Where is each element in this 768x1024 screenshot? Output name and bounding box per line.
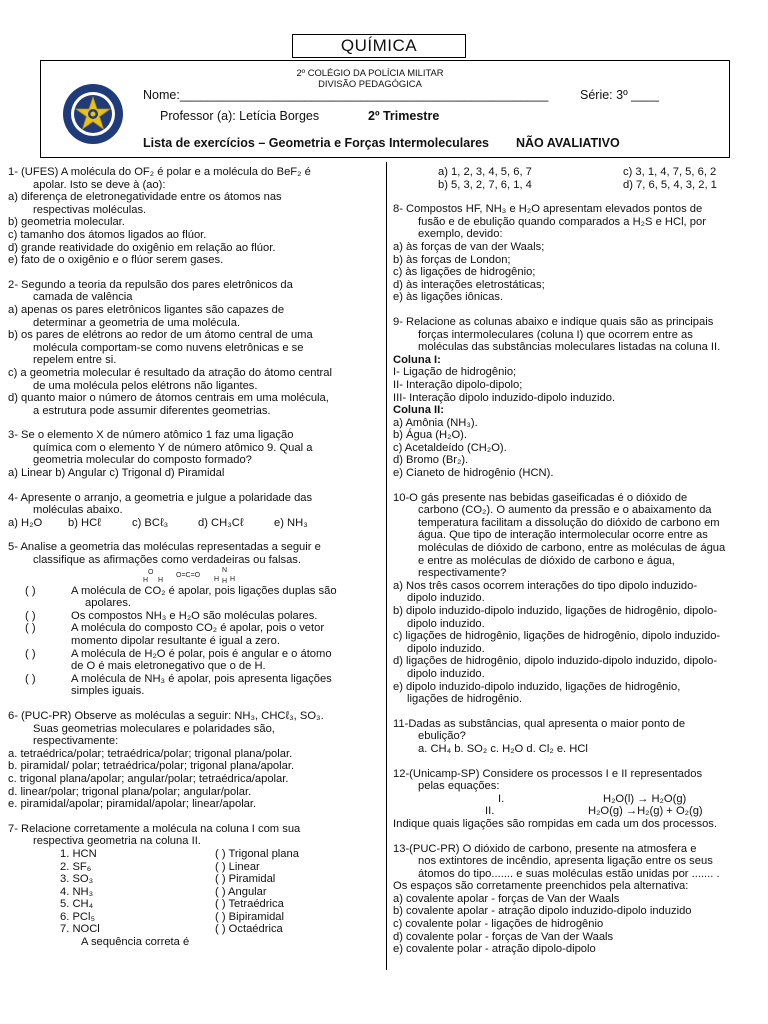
option-e: e) NH₃ [274,516,308,529]
school-name: 2º COLÉGIO DA POLÍCIA MILITAR DIVISÃO PEDAGÓGICA [296,67,444,89]
question-5: 5- Analise a geometria das moléculas representadas a seguir e classifique as afirmações como verdadeiras ou falsas. O H H O=C=O N H H H ( ) A molécula de CO₂ é apolar, pois ligações duplas são apolares. ( ) Os compostos NH₃ e H₂O são moléculas polares. ( ) A molécula do composto CO₂ é apolar, pois o vetor momento dipolar resultante é igual a zero. ( ) A molécula de H₂O é polar, pois é angular e o átomo de O é mais eletronegativo que o de H. ( ) A molécula de NH₃ é apolar, pois apresenta ligações simples iguais. [8,541,370,698]
equation-1: H₂O(l) → H₂O(g) [603,792,687,805]
matching-table: 1. HCN ( ) Trigonal plana 2. SF₆ ( ) Linear 3. SO₃ ( ) Piramidal 4. NH₃ ( ) Angular 5. CH₄ ( ) Tetraédrica 6. PCl₅ ( ) Bipiramidal 7. NOCl ( ) Octaédrica [60,847,299,936]
document-title: QUÍMICA [292,34,466,58]
question-11: 11-Dadas as substâncias, qual apresenta o maior ponto de ebulição? a. CH₄ b. SO₂ c. H₂O d. Cl₂ e. HCl [393,717,686,755]
right-column [393,166,763,968]
serie-field: Série: 3º ____ [580,88,659,102]
police-college-seal-icon [62,83,124,145]
question-2: 2- Segundo a teoria da repulsão dos pares eletrônicos da camada de valência a) apenas os pares eletrônicos ligantes são capazes de determinar a geometria de uma molécula. b) os pares de elétrons ao redor de um átomo central de uma molécula comportam-se como nuvens eletrônicas e se repelem entre si. c) a geometria molecular é resultado da atração do átomo central de uma molécula pelos elétrons não ligantes. d) quanto maior o número de átomos centrais em uma molécula, a estrutura pode assumir diferentes geometrias. [8,278,332,417]
equation-2: H₂O(g) →H₂(g) + O₂(g) [588,805,703,818]
question-8: 8- Compostos HF, NH₃ e H₂O apresentam elevados pontos de fusão e de ebulição quando comparados a H₂S e HCl, por exemplo, devido: a) às forças de van der Waals; b) às forças de London; c) às ligações de hidrogênio; d) às interações eletrostáticas; e) às ligações iônicas. [393,203,706,304]
option-b: b) HCℓ [68,516,101,529]
question-6: 6- (PUC-PR) Observe as moléculas a seguir: NH₃, CHCℓ₃, SO₃. Suas geometrias moleculares e polaridades são, respectivamente: a. tetraédrica/polar; tetraédrica/polar; trigonal plana/polar. b. piramidal/ polar; tetraédrica/polar; trigonal plana/apolar. c. trigonal plana/apolar; angular/polar; tetraédrica/apolar. d. linear/polar; trigonal plana/polar; angular/polar. e. piramidal/apolar; piramidal/apolar; linear/apolar. [8,709,324,811]
question-13: 13-(PUC-PR) O dióxido de carbono, presente na atmosfera e nos extintores de incêndio, apresenta ligação entre os seus átomos do tipo....... e suas moléculas estão unidas por ....... . Os espaços são corretamente preenchidos pela alternativa: a) covalente apolar - forças de Van der Waals b) covalente apolar - atração dipolo induzido-dipolo induzido c) covalente polar - ligações de hidrogênio d) covalente polar - forças de Van der Waals e) covalente polar - atração dipolo-dipolo [393,842,720,956]
question-7-options: a) 1, 2, 3, 4, 5, 6, 7 c) 3, 1, 4, 7, 5, 6, 2 b) 5, 3, 2, 7, 6, 1, 4 d) 7, 6, 5, 4, 3, 2, 1 [438,166,717,191]
molecule-structures: O H H O=C=O N H H H [143,566,236,585]
question-9: 9- Relacione as colunas abaixo e indique quais são as principais forças intermoleculares (coluna I) que ocorrem entre as moléculas das substâncias moleculares listadas na coluna II. Coluna I: I- Ligação de hidrogênio; II- Interação dipolo-dipolo; III- Interação dipolo induzido-dipolo induzido. Coluna II: a) Amônia (NH₃). b) Água (H₂O). c) Acetaldeído (CH₂O). d) Bromo (Br₂). e) Cianeto de hidrogênio (HCN). [393,315,721,480]
teacher-name: Professor (a): Letícia Borges [160,109,320,123]
term-label: 2º Trimestre [368,109,440,123]
option-a: a) H₂O [8,516,43,529]
question-4: 4- Apresente o arranjo, a geometria e julgue a polaridade das moléculas abaixo. a) H₂O b) HCℓ c) BCℓ₃ d) CH₃Cℓ e) NH₃ [8,491,313,529]
option-c: c) BCℓ₃ [132,516,169,529]
option-d: d) CH₃Cℓ [198,516,244,529]
non-graded-label: NÃO AVALIATIVO [516,136,620,150]
question-1: 1- (UFES) A molécula do OF₂ é polar e a molécula do BeF₂ é apolar. Isto se deve à (ao): a) diferença de eletronegatividade entre os átomos nas respectivas moléculas. b) geometria molecular. c) tamanho dos átomos ligados ao flúor. d) grande reatividade do oxigênio em relação ao flúor. e) fato de o oxigênio e o flúor serem gases. [8,166,311,267]
question-12: 12-(Unicamp-SP) Considere os processos I e II representados pelas equações: I. H₂O(l) → H₂O(g) II. H₂O(g) →H₂(g) + O₂(g) Indique quais ligações são rompidas em cada um dos processos. [393,767,717,830]
left-column [8,166,370,961]
question-7: 7- Relacione corretamente a molécula na coluna I com sua respectiva geometria na coluna II. 1. HCN ( ) Trigonal plana 2. SF₆ ( ) Linear 3. SO₃ ( ) Piramidal 4. NH₃ ( ) Angular 5. CH₄ ( ) Tetraédrica 6. PCl₅ ( ) Bipiramidal 7. NOCl ( ) Octaédrica A sequência correta é [8,823,370,949]
column-divider [386,162,387,970]
name-field: Nome:_____________________________________________________ [143,88,549,102]
question-10: 10-O gás presente nas bebidas gaseificadas é o dióxido de carbono (CO₂). O aumento da pressão e o abaixamento da temperatura facilitam a dissolução do dióxido de carbono em água. Que tipo de interação intermolecular ocorre entre as moléculas de dióxido de carbono, entre as moléculas de água e entre as moléculas de dióxido de carbono e água, respectivamente? a) Nos três casos ocorrem interações do tipo dipolo induzido- dipolo induzido. b) dipolo induzido-dipolo induzido, ligações de hidrogênio, dipolo- dipolo induzido. c) ligações de hidrogênio, ligações de hidrogênio, dipolo induzido- dipolo induzido. d) ligações de hidrogênio, dipolo induzido-dipolo induzido, dipolo- dipolo induzido. e) dipolo induzido-dipolo induzido, ligações de hidrogênio, ligações de hidrogênio. [393,491,726,706]
list-title: Lista de exercícios – Geometria e Forças Intermoleculares [143,136,489,150]
question-3: 3- Se o elemento X de número atômico 1 faz uma ligação química com o elemento Y de número atômico 9. Qual a geometria molecular do composto formado? a) Linear b) Angular c) Trigonal d) Piramidal [8,429,313,480]
